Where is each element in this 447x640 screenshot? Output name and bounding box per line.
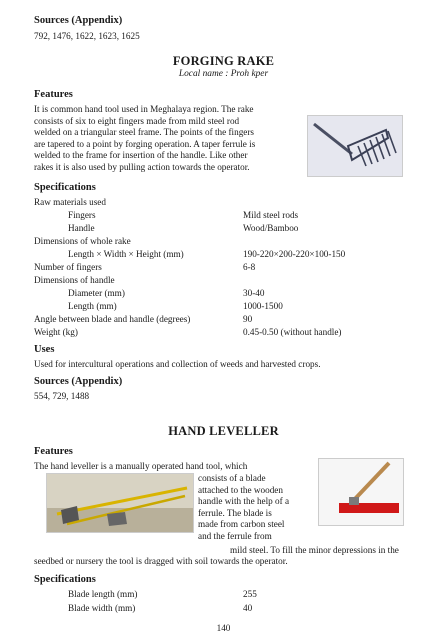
features-heading-2: Features bbox=[34, 446, 73, 457]
hand-leveller-title: HAND LEVELLER bbox=[168, 424, 279, 438]
leveller-icon bbox=[319, 459, 404, 526]
uses-text: Used for intercultural operations and collection of weeds and harvested crops. bbox=[34, 359, 321, 369]
features-line: welded on a triangular steel frame. The points of the fingers bbox=[34, 127, 255, 138]
spec-label: Length × Width × Height (mm) bbox=[68, 249, 184, 259]
spec-label: Raw materials used bbox=[34, 197, 106, 207]
spec-value: 40 bbox=[243, 603, 253, 613]
specifications-heading-2: Specifications bbox=[34, 574, 96, 585]
sources-refs: 554, 729, 1488 bbox=[34, 391, 90, 401]
forging-rake-local-name: Local name : Proh kper bbox=[178, 69, 269, 79]
features-line: welded to the frame for insertion of the handle. Like other bbox=[34, 150, 248, 161]
spec-label: Blade width (mm) bbox=[68, 603, 136, 613]
spec-value: 190-220×200-220×100-150 bbox=[243, 249, 346, 259]
uses-heading: Uses bbox=[34, 344, 55, 355]
sources-heading-top: Sources (Appendix) bbox=[34, 15, 123, 26]
leveller-line: mild steel. To fill the minor depressions in the bbox=[230, 545, 399, 555]
leveller-line: The hand leveller is a manually operated hand tool, which bbox=[34, 461, 248, 471]
sources-heading: Sources (Appendix) bbox=[34, 376, 123, 387]
spec-value: 0.45-0.50 (without handle) bbox=[243, 327, 342, 337]
leveller-line: made from carbon steel bbox=[198, 519, 285, 530]
spec-label: Diameter (mm) bbox=[68, 288, 125, 298]
leveller-wrap-text bbox=[198, 473, 310, 543]
leveller-line: handle with the help of a bbox=[198, 496, 290, 507]
spec-label: Weight (kg) bbox=[34, 327, 78, 337]
spec-label: Length (mm) bbox=[68, 301, 117, 311]
spec-value: Mild steel rods bbox=[243, 210, 299, 220]
spec-label: Angle between blade and handle (degrees) bbox=[34, 314, 191, 324]
forging-rake-photo bbox=[307, 115, 403, 177]
spec-label: Number of fingers bbox=[34, 262, 102, 272]
spec-label: Fingers bbox=[68, 210, 96, 220]
leveller-line: and the ferrule from bbox=[198, 530, 272, 541]
features-line: consists of six to eight fingers made from mild steel rod bbox=[34, 115, 240, 126]
spec-label: Handle bbox=[68, 223, 95, 233]
features-heading: Features bbox=[34, 89, 73, 100]
features-line: rakes it is also used by pulling action towards the operator. bbox=[34, 161, 250, 172]
forging-rake-title: FORGING RAKE bbox=[172, 54, 275, 68]
leveller-photo-icon bbox=[47, 474, 194, 533]
spec-label: Dimensions of handle bbox=[34, 275, 115, 285]
features-line: are tapered to a point by forging operation. A taper ferrule is bbox=[34, 138, 256, 149]
spec-value: 6-8 bbox=[243, 262, 256, 272]
hand-leveller-photo-2 bbox=[318, 458, 404, 526]
spec-label: Blade length (mm) bbox=[68, 589, 138, 599]
spec-value: 90 bbox=[243, 314, 253, 324]
leveller-line: seedbed or nursery the tool is dragged with soil towards the operator. bbox=[34, 556, 288, 566]
specifications-heading: Specifications bbox=[34, 182, 96, 193]
spec-label: Dimensions of whole rake bbox=[34, 236, 131, 246]
leveller-line: attached to the wooden bbox=[198, 484, 283, 495]
features-line: It is common hand tool used in Meghalaya region. The rake bbox=[34, 104, 254, 114]
features-paragraph bbox=[34, 104, 298, 174]
spec-value: Wood/Bamboo bbox=[243, 223, 299, 233]
page-number: 140 bbox=[216, 623, 231, 633]
hand-leveller-photo-1 bbox=[46, 473, 194, 533]
spec-value: 255 bbox=[243, 589, 257, 599]
spec-value: 1000-1500 bbox=[243, 301, 283, 311]
leveller-line: consists of a blade bbox=[198, 473, 266, 483]
sources-refs-top: 792, 1476, 1622, 1623, 1625 bbox=[34, 31, 140, 41]
spec-value: 30-40 bbox=[243, 288, 265, 298]
rake-icon bbox=[308, 116, 403, 177]
leveller-line: ferrule. The blade is bbox=[198, 507, 272, 518]
